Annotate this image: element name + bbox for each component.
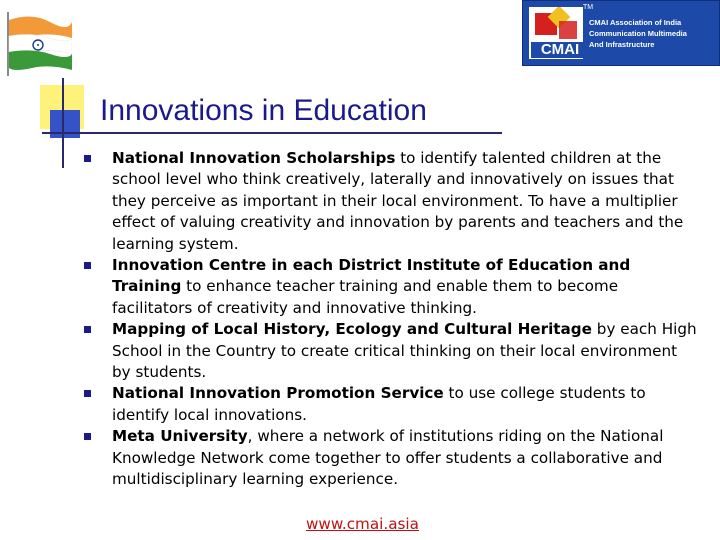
- logo-line: CMAI Association of India: [589, 18, 682, 27]
- bullet-list: [84, 148, 700, 491]
- bullet-bold: National Innovation Promotion Service: [112, 384, 444, 403]
- decor-horizontal-line: [42, 132, 502, 134]
- slide-title: Innovations in Education: [100, 94, 427, 127]
- decor-vertical-line: [62, 78, 64, 168]
- cmai-logo-tm: TM: [583, 4, 594, 11]
- bullet-text: to enhance teacher training and enable them to become facilitators of creativity and innovative thinking.: [112, 277, 619, 317]
- cmai-logo-word: CMAI: [531, 42, 589, 58]
- bullet-text: , where a network of institutions riding on the National Knowledge Network come together to offer students a collaborative and multidisciplinary learning experience.: [112, 427, 664, 489]
- bullet-item: [84, 383, 700, 426]
- logo-line: And Infrastructure: [589, 40, 655, 49]
- bullet-text: to use college students to identify local innovations.: [112, 384, 646, 424]
- bullet-square-icon: [84, 155, 91, 162]
- bullet-item: [84, 426, 700, 490]
- india-flag-icon: [2, 10, 72, 76]
- footer-url-link[interactable]: www.cmai.asia: [306, 515, 419, 533]
- cmai-logo-mark: [529, 7, 583, 59]
- logo-line: Communication Multimedia: [589, 29, 687, 38]
- bullet-bold: Meta University: [112, 427, 248, 446]
- cmai-emblem-icon: [529, 7, 583, 43]
- bullet-square-icon: [84, 262, 91, 269]
- bullet-item: [84, 148, 700, 255]
- cmai-logo: [522, 0, 720, 66]
- bullet-bold: National Innovation Scholarships: [112, 149, 396, 167]
- bullet-item: [84, 255, 700, 319]
- bullet-bold: Innovation Centre in each District Institute of Education and Training: [112, 256, 631, 296]
- bullet-square-icon: [84, 326, 91, 333]
- bullet-square-icon: [84, 433, 91, 440]
- bullet-square-icon: [84, 390, 91, 397]
- bullet-bold: Mapping of Local History, Ecology and Cultural Heritage: [112, 320, 592, 339]
- bullet-text: by each High School in the Country to create critical thinking on their local environment by students.: [112, 320, 697, 382]
- bullet-text: to identify talented children at the school level who think creatively, laterally and innovatively on issues that they perceive as important in their local environment. To have a multiplier effect of valuing creativity and innovation by parents and teachers and the learning system.: [112, 149, 684, 253]
- cmai-logo-text: [589, 17, 717, 50]
- bullet-item: [84, 319, 700, 383]
